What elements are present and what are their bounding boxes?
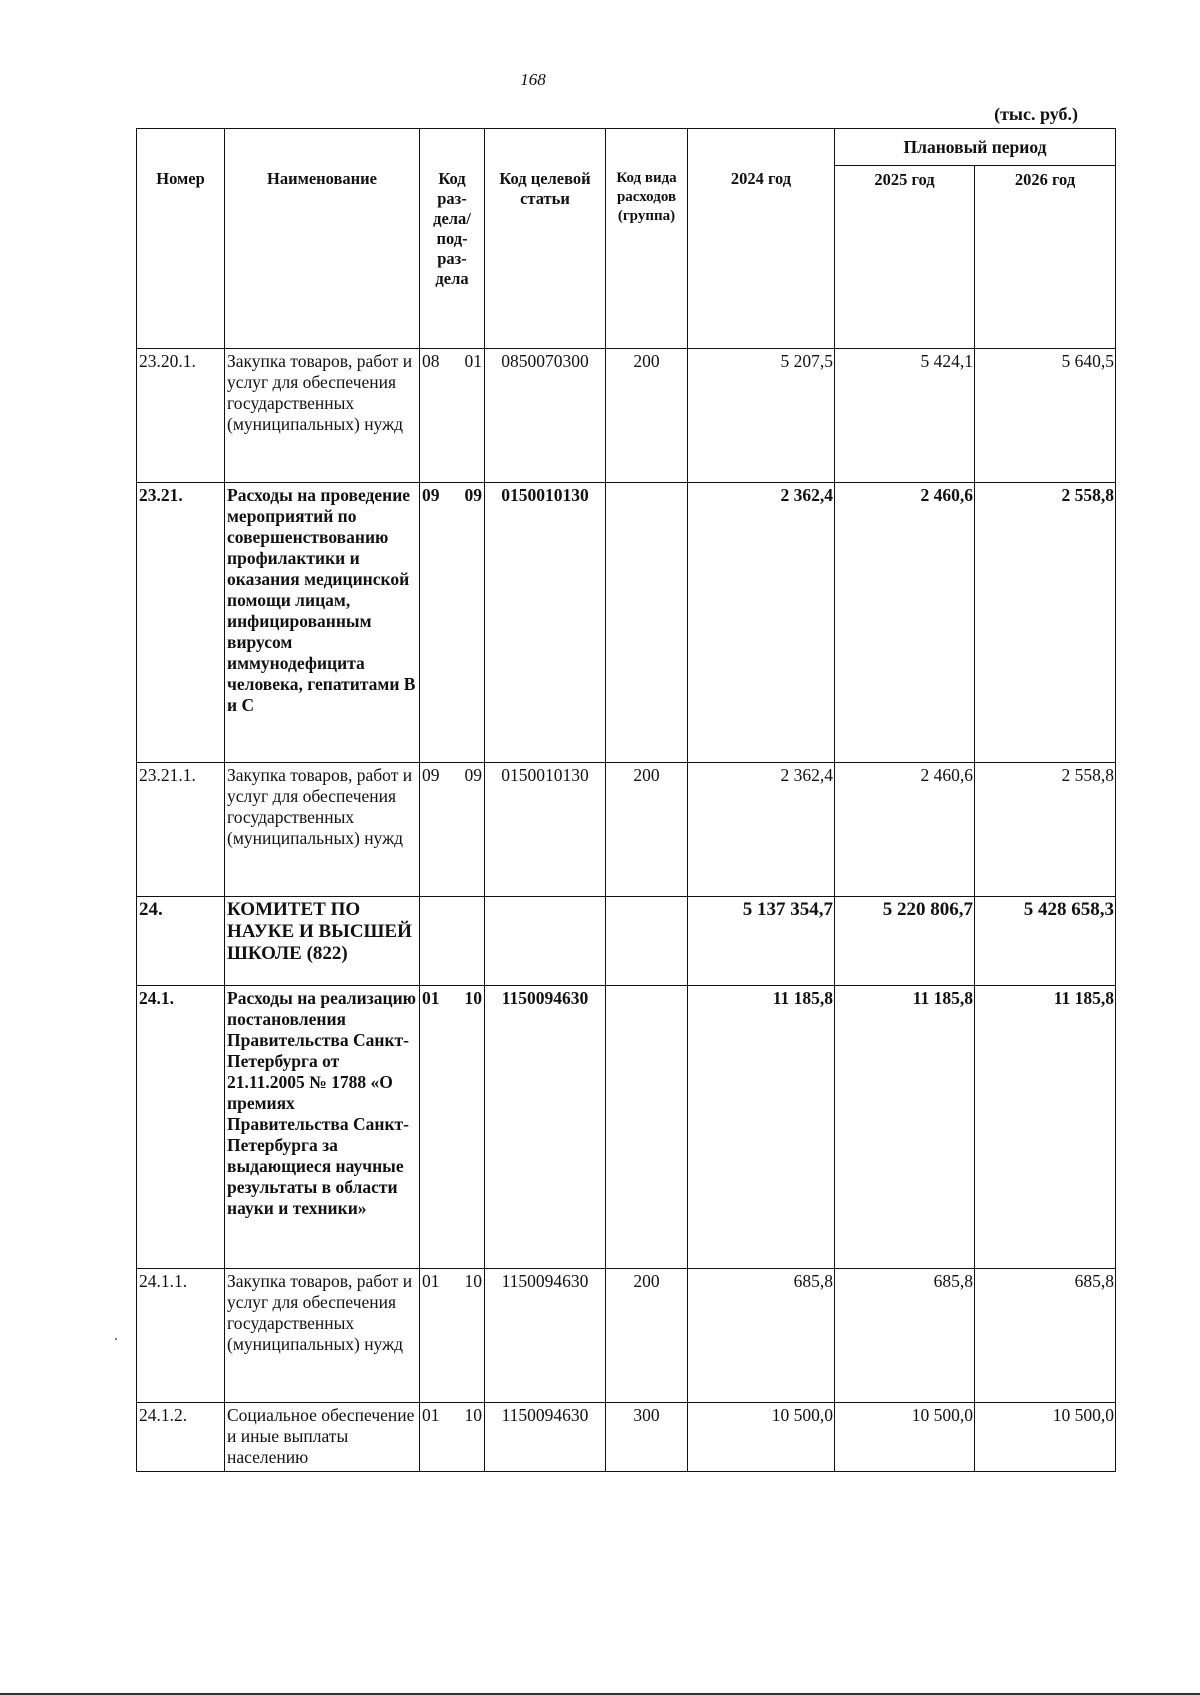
row-section: 01 [422,1405,440,1425]
table-row [137,1403,1116,1472]
header-year-2025: 2025 год [835,166,975,349]
header-row [137,129,1116,166]
row-expense-type: 200 [606,1269,688,1403]
row-name: Закупка товаров, работ и услуг для обеспечения государственных (муниципальных) нужд [225,349,420,483]
page-number: 168 [520,70,546,89]
row-section-code [420,763,485,897]
row-value-2024: 685,8 [688,1269,835,1403]
row-section: 09 [422,485,440,505]
row-expense-type [606,986,688,1269]
row-value-2024: 11 185,8 [688,986,835,1269]
row-value-2025: 2 460,6 [835,483,975,763]
row-target-code: 1150094630 [485,1269,606,1403]
row-value-2025: 11 185,8 [835,986,975,1269]
row-value-2026: 2 558,8 [975,763,1116,897]
header-year-2024: 2024 год [688,129,835,349]
row-name: КОМИТЕТ ПО НАУКЕ И ВЫСШЕЙ ШКОЛЕ (822) [225,897,420,986]
header-name: Наименование [225,129,420,349]
row-section: 01 [422,1271,440,1291]
row-value-2025: 2 460,6 [835,763,975,897]
row-number: 23.21. [137,483,225,763]
row-expense-type: 300 [606,1403,688,1472]
row-name: Закупка товаров, работ и услуг для обеспечения государственных (муниципальных) нужд [225,1269,420,1403]
row-subsection: 09 [464,485,482,505]
header-planned-period: Плановый период [835,129,1116,166]
row-target-code: 0850070300 [485,349,606,483]
header-expense-type: Код вида расходов (группа) [606,129,688,349]
row-number: 24.1. [137,986,225,1269]
row-value-2024: 5 207,5 [688,349,835,483]
table-row [137,483,1116,763]
row-value-2026: 2 558,8 [975,483,1116,763]
row-subsection: 10 [464,1405,482,1425]
row-value-2026: 5 428 658,3 [975,897,1116,986]
table-row [137,1269,1116,1403]
row-section: 08 [422,351,440,371]
units-label: (тыс. руб.) [994,104,1078,124]
header-number: Номер [137,129,225,349]
row-section: 01 [422,988,440,1008]
row-section-code [420,349,485,483]
scan-speck [115,1338,117,1340]
row-expense-type [606,897,688,986]
row-value-2026: 5 640,5 [975,349,1116,483]
row-value-2025: 5 424,1 [835,349,975,483]
row-number: 24.1.2. [137,1403,225,1472]
header-target-code: Код целевой статьи [485,129,606,349]
row-subsection: 09 [464,765,482,785]
row-section-code [420,897,485,986]
row-section-code [420,483,485,763]
row-number: 24. [137,897,225,986]
row-expense-type: 200 [606,349,688,483]
row-target-code: 1150094630 [485,986,606,1269]
table-row [137,986,1116,1269]
row-value-2024: 2 362,4 [688,483,835,763]
row-value-2026: 11 185,8 [975,986,1116,1269]
table-row [137,349,1116,483]
row-value-2026: 10 500,0 [975,1403,1116,1472]
row-number: 23.20.1. [137,349,225,483]
row-value-2024: 10 500,0 [688,1403,835,1472]
row-target-code [485,897,606,986]
row-target-code: 1150094630 [485,1403,606,1472]
row-number: 24.1.1. [137,1269,225,1403]
budget-table [136,128,1116,1472]
row-section-code [420,986,485,1269]
row-value-2024: 2 362,4 [688,763,835,897]
row-target-code: 0150010130 [485,763,606,897]
row-expense-type [606,483,688,763]
row-value-2025: 685,8 [835,1269,975,1403]
row-value-2024: 5 137 354,7 [688,897,835,986]
row-name: Закупка товаров, работ и услуг для обеспечения государственных (муниципальных) нужд [225,763,420,897]
table-row [137,897,1116,986]
header-section-code [420,129,485,349]
row-subsection: 10 [464,1271,482,1291]
row-target-code: 0150010130 [485,483,606,763]
row-section: 09 [422,765,440,785]
row-subsection: 10 [464,988,482,1008]
header-year-2026: 2026 год [975,166,1116,349]
table-body [137,349,1116,1472]
row-number: 23.21.1. [137,763,225,897]
header-section-code-text: Код раз-дела/ под-раз-дела [433,169,471,288]
row-section-code [420,1403,485,1472]
row-section-code [420,1269,485,1403]
row-value-2026: 685,8 [975,1269,1116,1403]
row-name: Социальное обеспечение и иные выплаты населению [225,1403,420,1472]
row-expense-type: 200 [606,763,688,897]
row-name: Расходы на проведение мероприятий по совершенствованию профилактики и оказания медицинской помощи лицам, инфицированным вирусом иммунодефицита человека, гепатитами В и С [225,483,420,763]
table-row [137,763,1116,897]
row-value-2025: 10 500,0 [835,1403,975,1472]
row-subsection: 01 [464,351,482,371]
row-name: Расходы на реализацию постановления Правительства Санкт-Петербурга от 21.11.2005 № 1788 «О премиях Правительства Санкт-Петербурга за выдающиеся научные результаты в области науки и техники» [225,986,420,1269]
row-value-2025: 5 220 806,7 [835,897,975,986]
